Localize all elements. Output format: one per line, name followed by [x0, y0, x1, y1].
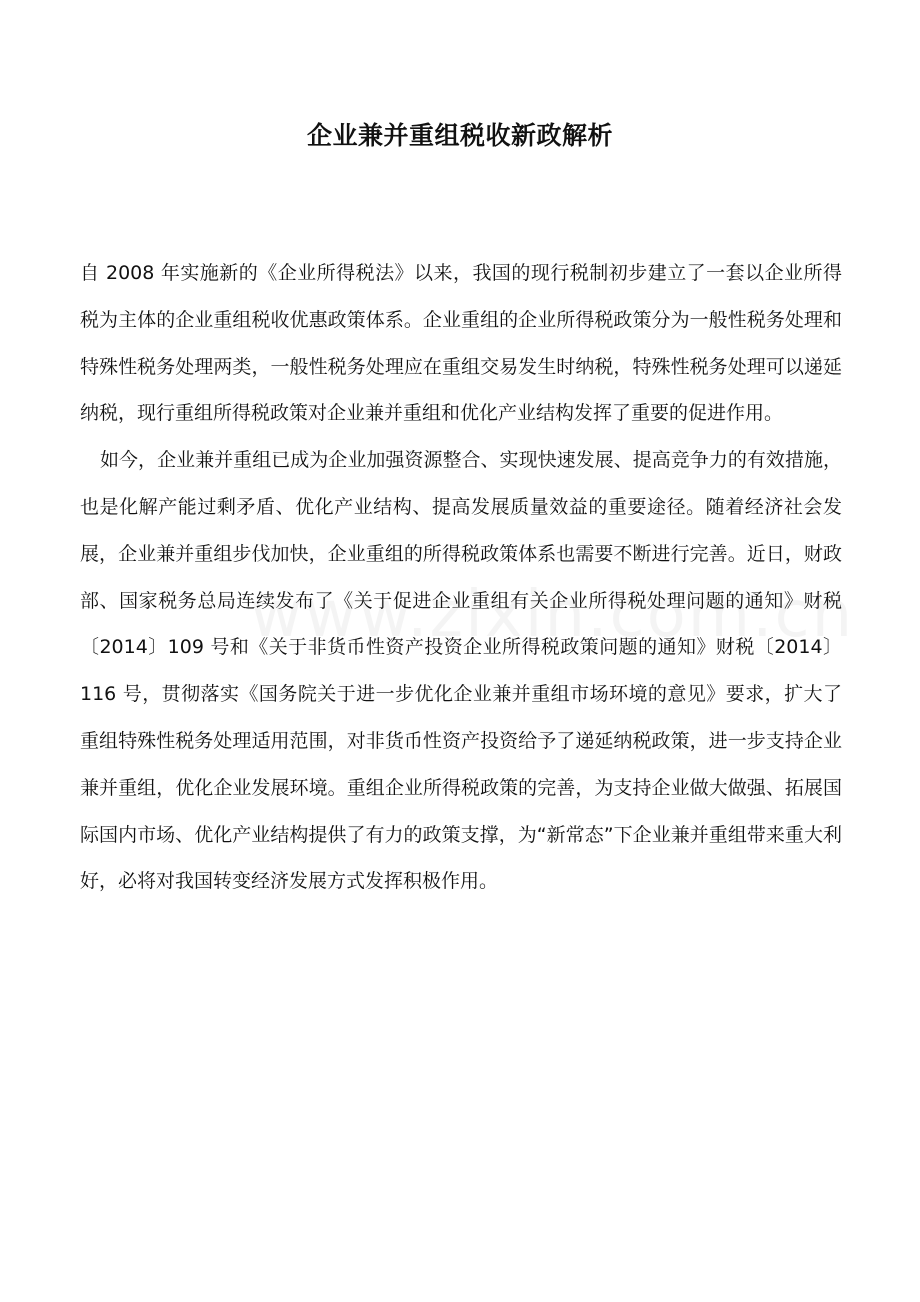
paragraph-1: 自 2008 年实施新的《企业所得税法》以来，我国的现行税制初步建立了一套以企业所得税为主体的企业重组税收优惠政策体系。企业重组的企业所得税政策分为一般性税务处理和特殊性税务处理两类，一般性税务处理应在重组交易发生时纳税，特殊性税务处理可以递延纳税，现行重组所得税政策对企业兼并重组和优化产业结构发挥了重要的促进作用。 [80, 262, 842, 425]
page-title: 企业兼并重组税收新政解析 [306, 121, 613, 150]
paragraph-2: 如今，企业兼并重组已成为企业加强资源整合、实现快速发展、提高竞争力的有效措施，也是化解产能过剩矛盾、优化产业结构、提高发展质量效益的重要途径。随着经济社会发展，企业兼并重组步伐加快，企业重组的所得税政策体系也需要不断进行完善。近日，财政部、国家税务总局连续发布了《关于促进企业重组有关企业所得税处理问题的通知》财税〔2014〕109 号和《关于非货币性资产投资企业所得税政策问题的通知》财税〔2014〕116 号，贯彻落实《国务院关于进一步优化企业兼并重组市场环境的意见》要求，扩大了重组特殊性税务处理适用范围，对非货币性资产投资给予了递延纳税政策，进一步支持企业兼并重组，优化企业发展环境。重组企业所得税政策的完善，为支持企业做大做强、拓展国际国内市场、优化产业结构提供了有力的政策支撑，为“新常态”下企业兼并重组带来重大利好，必将对我国转变经济发展方式发挥积极作用。 [80, 449, 842, 893]
document-body [80, 250, 842, 905]
